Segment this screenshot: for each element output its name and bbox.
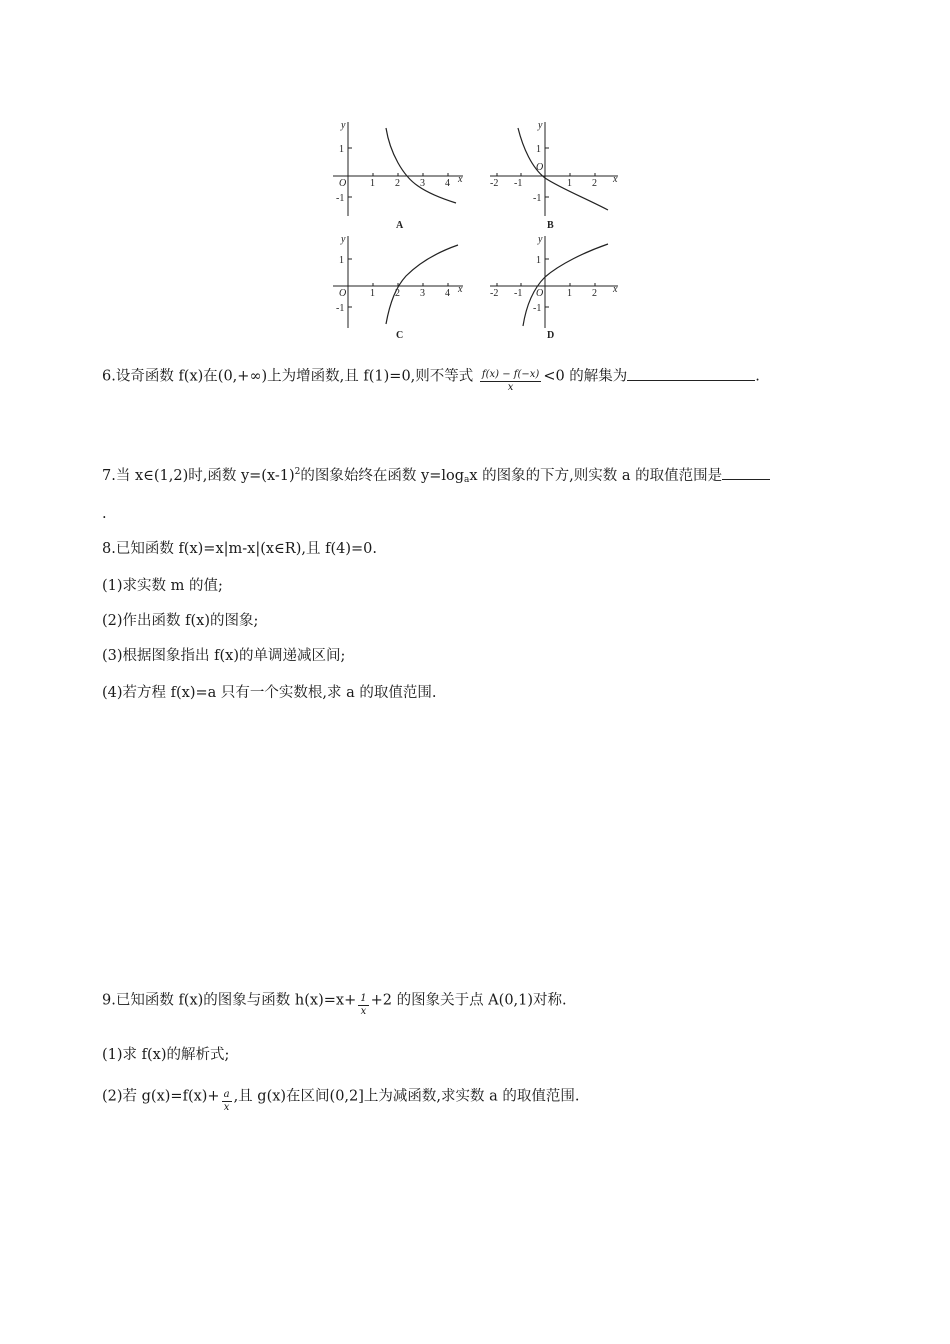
question-9-part-1: (1)求 f(x)的解析式; xyxy=(102,1047,230,1063)
svg-text:-2: -2 xyxy=(490,288,499,299)
svg-text:1: 1 xyxy=(339,255,344,266)
svg-text:y: y xyxy=(538,234,543,245)
question-7-end: . xyxy=(102,506,107,522)
graph-d-caption: D xyxy=(547,330,555,341)
svg-text:1: 1 xyxy=(370,288,375,299)
svg-text:-1: -1 xyxy=(533,303,542,314)
graph-c-caption: C xyxy=(396,330,404,341)
question-7: 7.当 x∈(1,2)时,函数 $y=(x-1)^2$的图象始终在函数 $y=\log_ax$ 的图象的下方,则实数 a 的取值范围是 xyxy=(102,462,770,490)
svg-text:2: 2 xyxy=(592,288,597,299)
question-9-part-2: (2)若 g(x)=f(x)+ $\frac{a}{x}$ ,且 g(x)在区间(0,2]上为减函数,求实数 a 的取值范围. xyxy=(102,1088,580,1113)
question-8-part-3: (3)根据图象指出 f(x)的单调递减区间; xyxy=(102,648,346,664)
svg-text:x: x xyxy=(613,174,618,185)
graph-c xyxy=(333,234,463,341)
graph-a xyxy=(333,120,463,231)
graph-a-origin: O xyxy=(339,178,347,189)
option-graphs xyxy=(328,118,624,344)
graph-a-y-label: y xyxy=(341,120,346,131)
svg-text:-1: -1 xyxy=(533,193,542,204)
svg-text:2: 2 xyxy=(395,178,400,189)
graph-b-caption: B xyxy=(547,220,554,231)
q7-answer-blank[interactable] xyxy=(722,465,770,480)
svg-text:1: 1 xyxy=(567,178,572,189)
question-8-part-2: (2)作出函数 f(x)的图象; xyxy=(102,613,259,629)
svg-text:O: O xyxy=(339,288,347,299)
svg-text:x: x xyxy=(458,284,463,295)
svg-text:3: 3 xyxy=(420,288,425,299)
svg-text:-1: -1 xyxy=(336,193,345,204)
svg-text:1: 1 xyxy=(536,144,541,155)
q6-answer-blank[interactable] xyxy=(627,366,755,381)
svg-text:-1: -1 xyxy=(514,288,523,299)
graph-d xyxy=(490,234,618,341)
svg-text:O: O xyxy=(536,162,544,173)
svg-text:y: y xyxy=(341,234,346,245)
svg-text:x: x xyxy=(613,284,618,295)
svg-text:2: 2 xyxy=(395,288,400,299)
question-6: 6.设奇函数 f(x)在(0,+∞)上为增函数,且 f(1)=0,则不等式 $\frac{f(x) - f(-x)}{x}$ <0 的解集为 . xyxy=(102,364,760,389)
svg-text:O: O xyxy=(536,288,544,299)
q9-fraction: $\frac{1}{x}$ xyxy=(360,993,367,1017)
question-8-stem: 8.已知函数 f(x)=x|m-x|(x∈R),且 f(4)=0. xyxy=(102,541,377,557)
svg-text:4: 4 xyxy=(445,288,450,299)
graph-a-x-label: x xyxy=(458,174,463,185)
svg-text:-1: -1 xyxy=(336,303,345,314)
svg-text:3: 3 xyxy=(420,178,425,189)
q9-part2-fraction: $\frac{a}{x}$ xyxy=(223,1089,230,1113)
svg-text:y: y xyxy=(538,120,543,131)
q6-fraction: $\frac{f(x) - f(-x)}{x}$ xyxy=(481,369,540,393)
graph-b xyxy=(490,120,618,231)
question-8-part-1: (1)求实数 m 的值; xyxy=(102,578,223,594)
svg-text:1: 1 xyxy=(370,178,375,189)
svg-text:1: 1 xyxy=(567,288,572,299)
svg-text:-1: -1 xyxy=(514,178,523,189)
svg-text:4: 4 xyxy=(445,178,450,189)
svg-text:1: 1 xyxy=(339,144,344,155)
question-8-part-4: (4)若方程 f(x)=a 只有一个实数根,求 a 的取值范围. xyxy=(102,685,437,701)
svg-text:1: 1 xyxy=(536,255,541,266)
svg-text:-2: -2 xyxy=(490,178,499,189)
question-9-stem: 9.已知函数 f(x)的图象与函数 h(x)=x+ $\frac{1}{x}$ +2 的图象关于点 A(0,1)对称. xyxy=(102,992,567,1017)
graph-a-caption: A xyxy=(396,220,404,231)
svg-text:2: 2 xyxy=(592,178,597,189)
